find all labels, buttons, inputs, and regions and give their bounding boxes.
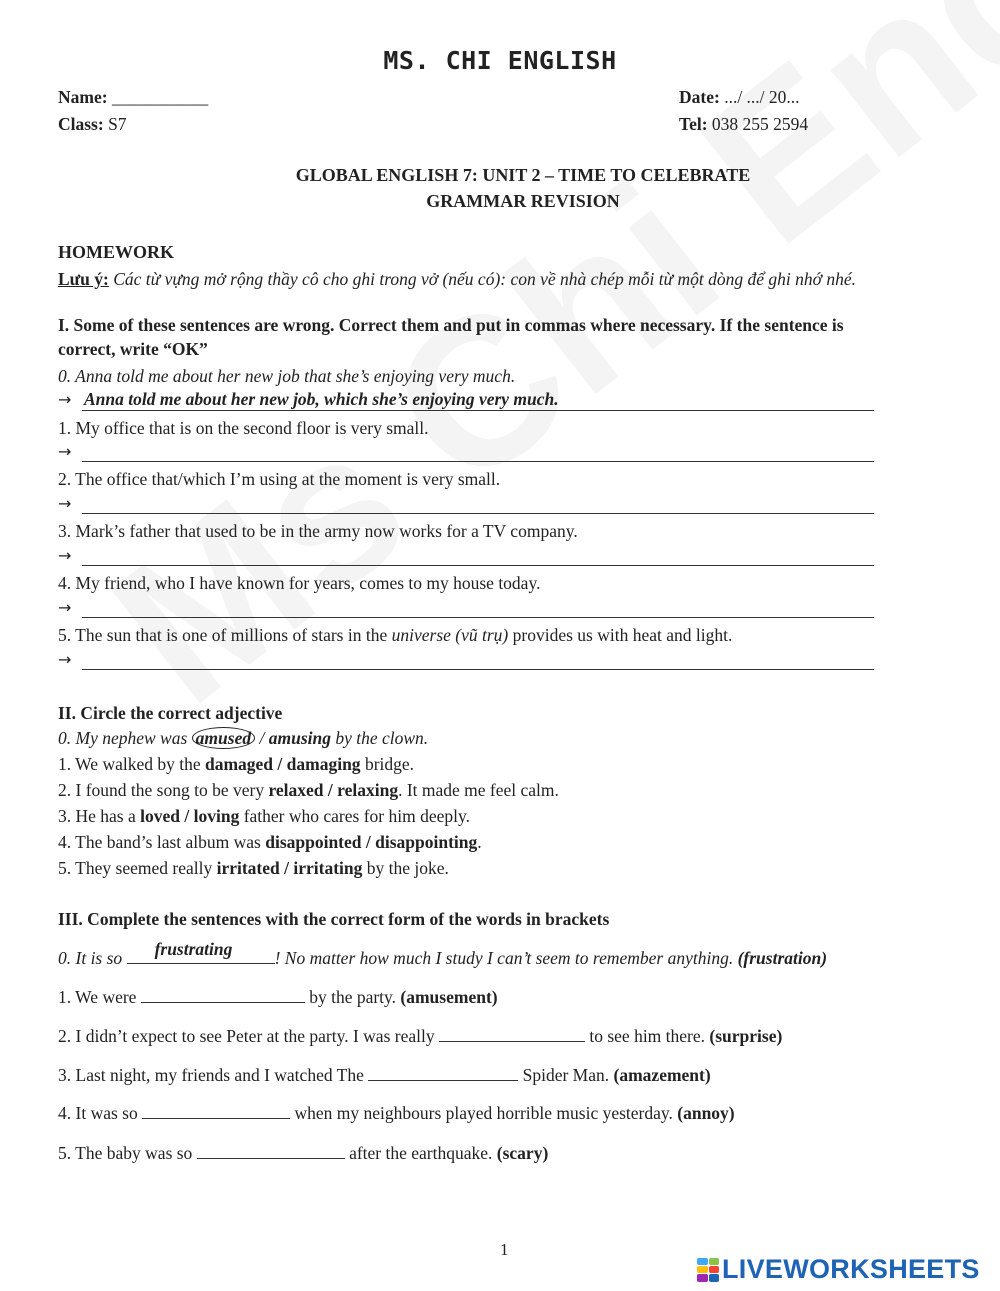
homework-label: HOMEWORK xyxy=(58,242,174,262)
item-text: 5. The baby was so xyxy=(58,1143,197,1163)
item-text: to see him there. xyxy=(584,1026,710,1046)
section1-item-1: 1. My office that is on the second floor is very small. xyxy=(58,418,429,438)
arrow-icon: → xyxy=(58,390,72,409)
name-label: Name: xyxy=(58,87,108,107)
section2-example xyxy=(58,728,428,749)
brand-text: LIVEWORKSHEETS xyxy=(722,1254,980,1284)
section3-example xyxy=(58,939,828,969)
blank-input[interactable] xyxy=(141,988,305,1003)
item-text: Spider Man. xyxy=(518,1065,614,1085)
arrow-icon: → xyxy=(58,598,72,617)
adjective-options[interactable]: irritated / irritating xyxy=(216,858,363,878)
class-field xyxy=(58,114,127,135)
adjective-options[interactable]: relaxed / relaxing xyxy=(268,780,399,800)
bracket-word: (scary) xyxy=(496,1143,549,1163)
answer-input-4[interactable] xyxy=(82,617,874,618)
answer-input-3[interactable] xyxy=(82,565,874,566)
item-text: 5. The sun that is one of millions of stars in the xyxy=(58,625,392,645)
item-text: 4. It was so xyxy=(58,1103,143,1123)
answer-input-5[interactable] xyxy=(82,669,874,670)
circled-option: amused xyxy=(192,727,255,749)
bracket-word: (amazement) xyxy=(613,1065,711,1085)
section1-item-5 xyxy=(58,625,732,646)
adjective-options[interactable]: disappointed / disappointing xyxy=(265,832,478,852)
adjective-options[interactable]: damaged / damaging xyxy=(204,754,361,774)
item-text: . xyxy=(477,832,482,852)
example-text: 0. My nephew was xyxy=(58,728,192,748)
section2-item-2 xyxy=(58,780,559,801)
section2-item-4 xyxy=(58,832,482,853)
example-text: by the clown. xyxy=(330,728,429,748)
date-label: Date: xyxy=(679,87,720,107)
revision-heading: GRAMMAR REVISION xyxy=(426,191,620,211)
bracket-word: (amusement) xyxy=(400,987,498,1007)
class-label: Class: xyxy=(58,114,104,134)
item-text: 1. We were xyxy=(58,987,141,1007)
section3-item-5 xyxy=(58,1143,548,1164)
name-value[interactable]: ___________ xyxy=(111,87,209,107)
section2-item-3 xyxy=(58,806,470,827)
item-text: by the party. xyxy=(304,987,401,1007)
example-answer: frustrating xyxy=(154,939,233,959)
tel-field xyxy=(679,114,808,135)
separator: / xyxy=(255,728,269,748)
blank-input[interactable] xyxy=(439,1027,585,1042)
section3-instruction: III. Complete the sentences with the correct form of the words in brackets xyxy=(58,909,610,929)
answer-line xyxy=(82,410,874,411)
item-text: provides us with heat and light. xyxy=(508,625,733,645)
arrow-icon: → xyxy=(58,442,72,461)
blank-input[interactable] xyxy=(142,1104,290,1119)
example-text: 0. It is so xyxy=(58,948,127,968)
section1-instruction-2: correct, write “OK” xyxy=(58,339,208,359)
brand-logo[interactable] xyxy=(697,1254,980,1285)
example-text: ! No matter how much I study I can’t seem to remember anything. xyxy=(274,948,738,968)
bracket-word: (surprise) xyxy=(709,1026,783,1046)
arrow-icon: → xyxy=(58,494,72,513)
date-value: .../ .../ 20... xyxy=(724,87,800,107)
example-blank xyxy=(127,939,275,964)
item-text: by the joke. xyxy=(362,858,449,878)
unit-heading: GLOBAL ENGLISH 7: UNIT 2 – TIME TO CELEBRATE xyxy=(295,165,751,185)
item-text: 1. We walked by the xyxy=(58,754,205,774)
section1-instruction: I. Some of these sentences are wrong. Correct them and put in commas where necessary. If the sentence is xyxy=(58,315,844,335)
bracket-word: (frustration) xyxy=(737,948,828,968)
item-text: 2. I found the song to be very xyxy=(58,780,269,800)
arrow-icon: → xyxy=(58,546,72,565)
section2-item-5 xyxy=(58,858,449,879)
class-value: S7 xyxy=(108,114,127,134)
item-text: 5. They seemed really xyxy=(58,858,217,878)
section3-item-1 xyxy=(58,987,498,1008)
answer-input-1[interactable] xyxy=(82,461,874,462)
answer-input-2[interactable] xyxy=(82,513,874,514)
homework-note xyxy=(58,269,856,290)
item-text: 3. He has a xyxy=(58,806,141,826)
note-label: Lưu ý: xyxy=(58,269,109,289)
date-field xyxy=(679,87,800,108)
tel-value: 038 255 2594 xyxy=(711,114,809,134)
page-number: 1 xyxy=(500,1240,509,1259)
section2-item-1 xyxy=(58,754,414,775)
example-answer: Anna told me about her new job, which she’s enjoying very much. xyxy=(84,389,559,409)
name-field xyxy=(58,87,208,108)
bracket-word: (annoy) xyxy=(677,1103,735,1123)
section1-item-3: 3. Mark’s father that used to be in the army now works for a TV company. xyxy=(58,521,578,541)
section2-instruction: II. Circle the correct adjective xyxy=(58,703,283,723)
item-italic: universe (vũ trụ) xyxy=(391,625,509,645)
tel-label: Tel: xyxy=(679,114,708,134)
liveworksheets-icon xyxy=(697,1258,719,1282)
blank-input[interactable] xyxy=(368,1066,518,1081)
section3-item-4 xyxy=(58,1103,735,1124)
item-text: . It made me feel calm. xyxy=(398,780,559,800)
item-text: 3. Last night, my friends and I watched The xyxy=(58,1065,369,1085)
adjective-options[interactable]: loved / loving xyxy=(140,806,240,826)
item-text: after the earthquake. xyxy=(344,1143,497,1163)
item-text: when my neighbours played horrible music yesterday. xyxy=(290,1103,678,1123)
section1-item-2: 2. The office that/which I’m using at the moment is very small. xyxy=(58,469,501,489)
arrow-icon: → xyxy=(58,650,72,669)
item-text: 4. The band’s last album was xyxy=(58,832,266,852)
item-text: 2. I didn’t expect to see Peter at the party. I was really xyxy=(58,1026,439,1046)
page-title: MS. CHI ENGLISH xyxy=(383,46,617,75)
section3-item-2 xyxy=(58,1026,782,1047)
note-text: Các từ vựng mở rộng thầy cô cho ghi trong vở (nếu có): con về nhà chép mỗi từ một dòng để ghi nhớ nhé. xyxy=(113,269,856,289)
item-text: father who cares for him deeply. xyxy=(239,806,470,826)
section1-item-4: 4. My friend, who I have known for years, comes to my house today. xyxy=(58,573,541,593)
option: amusing xyxy=(268,728,331,748)
section3-item-3 xyxy=(58,1065,711,1086)
blank-input[interactable] xyxy=(197,1144,345,1159)
item-text: bridge. xyxy=(360,754,415,774)
section1-example: 0. Anna told me about her new job that she’s enjoying very much. xyxy=(58,366,516,386)
